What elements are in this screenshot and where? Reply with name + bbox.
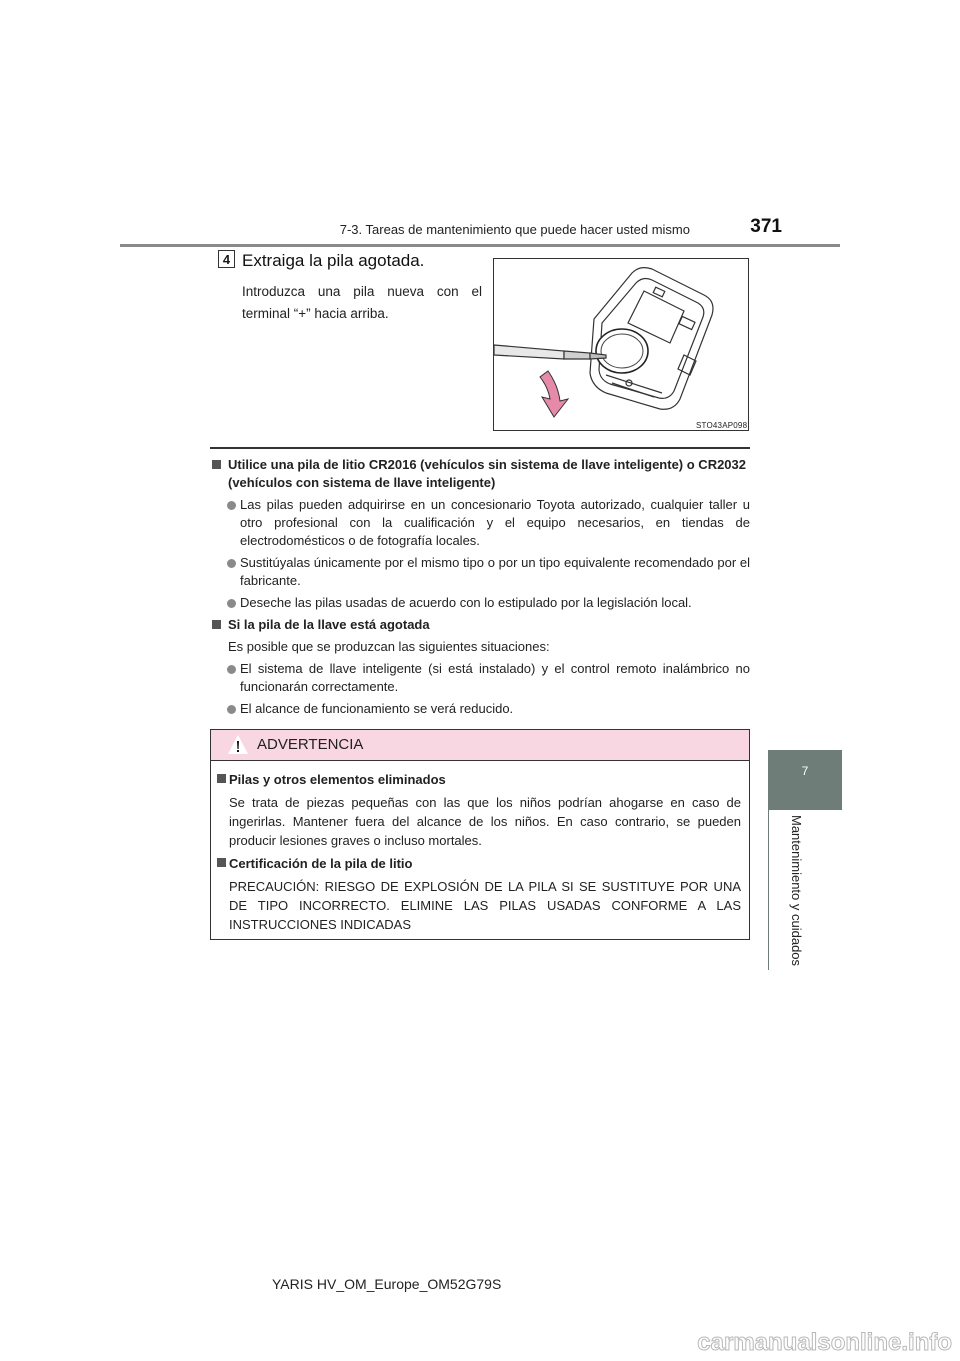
square-bullet-icon bbox=[217, 858, 226, 867]
section-title: 7-3. Tareas de mantenimiento que puede hacer usted mismo bbox=[339, 222, 690, 237]
watermark-text-graphic bbox=[560, 1326, 956, 1356]
note-heading: Si la pila de la llave está agotada bbox=[210, 616, 750, 634]
section-divider bbox=[210, 447, 750, 449]
bullet-dot-icon bbox=[227, 501, 236, 510]
warning-box bbox=[210, 729, 750, 940]
warning-item-body: PRECAUCIÓN: RIESGO DE EXPLOSIÓN DE LA PILA SI SE SUSTITUYE POR UNA DE TIPO INCORRECTO. ELIMINE LAS PILAS USADAS CONFORME A LAS INSTRUCCIONES INDICADAS bbox=[229, 879, 741, 932]
bullet-dot-icon bbox=[227, 559, 236, 568]
step-number-badge: 4 bbox=[218, 250, 235, 268]
figure-code: STO43AP098 bbox=[696, 421, 748, 430]
warning-title: ADVERTENCIA bbox=[257, 736, 364, 753]
list-item: Deseche las pilas usadas de acuerdo con lo estipulado por la legislación local. bbox=[210, 594, 750, 612]
note-block-battery-type bbox=[210, 456, 750, 612]
page-number: 371 bbox=[750, 216, 782, 237]
square-bullet-icon bbox=[217, 774, 226, 783]
warning-item-heading: Certificación de la pila de litio bbox=[217, 854, 741, 873]
note-heading: Utilice una pila de litio CR2016 (vehículos sin sistema de llave inteligente) o CR2032 (vehículos con sistema de llave inteligente) bbox=[210, 456, 750, 492]
chapter-number: 7 bbox=[801, 764, 809, 778]
note-intro: Es posible que se produzcan las siguientes situaciones: bbox=[228, 639, 550, 654]
watermark bbox=[560, 1326, 956, 1356]
battery-removal-illustration bbox=[493, 258, 749, 431]
warning-content bbox=[217, 770, 741, 938]
warning-item-body: Se trata de piezas pequeñas con las que los niños podrían ahogarse en caso de ingerirlas. Mantener fuera del alcance de los niños. En caso contrario, se pueden producir lesiones graves o incluso mortales. bbox=[229, 795, 741, 848]
note-block-battery-depleted bbox=[210, 616, 750, 718]
notes-section bbox=[210, 456, 750, 722]
warning-header bbox=[211, 730, 749, 761]
bullet-dot-icon bbox=[227, 599, 236, 608]
key-fob-drawing bbox=[494, 259, 748, 430]
step-title: Extraiga la pila agotada. bbox=[242, 251, 425, 270]
header-rule bbox=[120, 244, 840, 247]
chapter-tab bbox=[768, 750, 842, 810]
document-code: YARIS HV_OM_Europe_OM52G79S bbox=[272, 1276, 502, 1292]
chapter-label-text: Mantenimiento y cuidados bbox=[789, 815, 804, 967]
chapter-tab-rule bbox=[768, 810, 769, 970]
chapter-label bbox=[788, 815, 808, 975]
warning-item-heading: Pilas y otros elementos eliminados bbox=[217, 770, 741, 789]
bullet-dot-icon bbox=[227, 705, 236, 714]
step-body: Introduzca una pila nueva con el terminal “+” hacia arriba. bbox=[242, 284, 482, 321]
warning-triangle-icon bbox=[227, 734, 249, 755]
watermark-text: carmanualsonline.info bbox=[697, 1329, 952, 1356]
list-item: El alcance de funcionamiento se verá reducido. bbox=[210, 700, 750, 718]
down-arrow-icon bbox=[540, 371, 568, 417]
list-item: Sustitúyalas únicamente por el mismo tipo o por un tipo equivalente recomendado por el fabricante. bbox=[210, 554, 750, 590]
square-bullet-icon bbox=[212, 620, 221, 629]
square-bullet-icon bbox=[212, 460, 221, 469]
list-item: El sistema de llave inteligente (si está instalado) y el control remoto inalámbrico no funcionarán correctamente. bbox=[210, 660, 750, 696]
list-item: Las pilas pueden adquirirse en un concesionario Toyota autorizado, cualquier taller u otro profesional con la cualificación y el equipo necesarios, en tiendas de electrodomésticos o de fotografía locales. bbox=[210, 496, 750, 550]
bullet-dot-icon bbox=[227, 665, 236, 674]
